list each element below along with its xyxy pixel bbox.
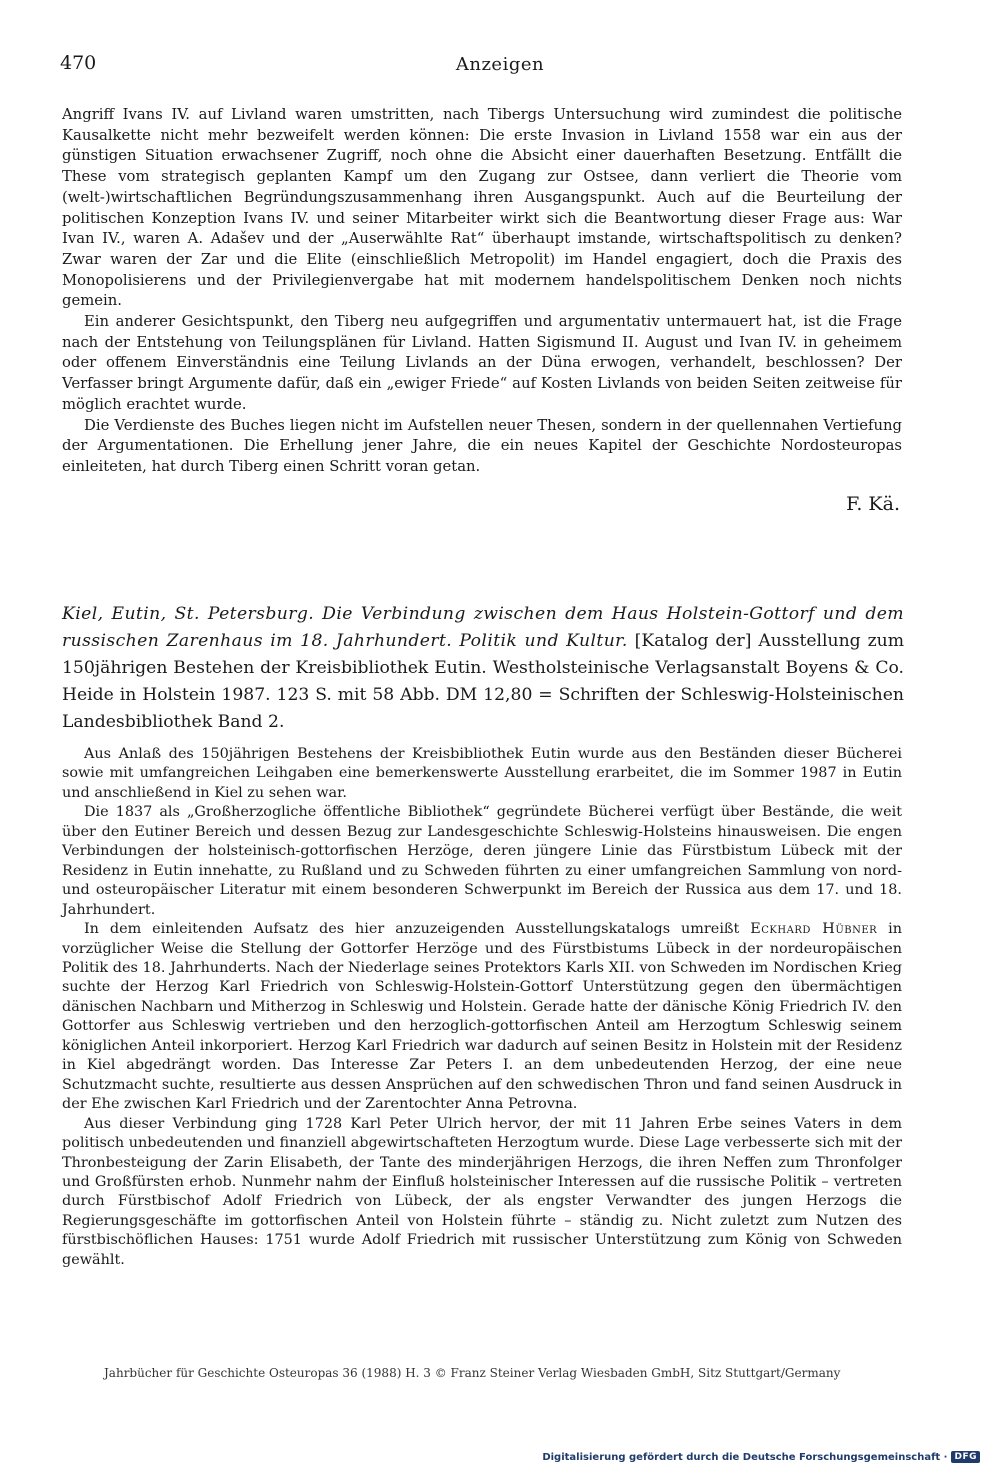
review-continuation [62, 105, 902, 478]
review2-text: in vorzüglicher Weise die Stellung der Gottorfer Herzöge und des Fürstbistums Lübeck in der nordeuropäischen Politik des 18. Jahrhunderts. Nach der Niederlage seines Protektors Karls XII. von Schweden im Nordischen Krieg suchte der Herzog Karl Friedrich von Schleswig-Holstein-Gottorf Unterstützung gegen den übermächtigen dänischen Nachbarn und Mitherzog in Schleswig und Holstein. Gerade hatte der dänische König Friedrich IV. den Gottorfer aus Schleswig vertrieben und den herzoglich-gottorfischen Anteil am Herzogtum Schleswig seinem königlichen Anteil inkorporiert. Herzog Karl Friedrich war dadurch auf seinen Besitz in Holstein mit der Residenz in Kiel abgedrängt worden. Das Interesse Zar Peters I. an dem unbedeutenden Herzog, der eine neue Schutzmacht suchte, resultierte aus dessen Ansprüchen auf den schwedischen Thron und fand seinen Ausdruck in der Ehe zwischen Karl Friedrich und der Zarentochter Anna Petrovna. [62, 921, 902, 1113]
review-body [62, 745, 902, 1270]
book-bibliographic-details: [Katalog der] Ausstellung zum 150jährigen Bestehen der Kreisbibliothek Eutin. Westholsteinische Verlagsanstalt Boyens & Co. Heide in Holstein 1987. 123 S. mit 58 Abb. DM 12,80 = Schriften der Schleswig-Holsteinischen Landesbibliothek Band 2. [62, 631, 904, 732]
author-name: Eckhard Hübner [750, 921, 878, 938]
review1-paragraph: Angriff Ivans IV. auf Livland waren umstritten, nach Tibergs Untersuchung wird zumindest die politische Kausalkette nicht mehr bezweifelt werden können: Die erste Invasion in Livland 1558 war ein aus der günstigen Situation erwachsener Zugriff, noch ohne die Absicht einer dauerhaften Besetzung. Entfällt die These vom strategisch geplanten Kampf um den Zugang zur Ostsee, dann verliert die Theorie vom (welt-)wirtschaftlichen Begründungszusammenhang ihren Ausgangspunkt. Auch auf die Beurteilung der politischen Konzeption Ivans IV. und seiner Mitarbeiter wirkt sich die Beantwortung dieser Frage aus: War Ivan IV., waren A. Adašev und der „Auserwählte Rat“ überhaupt imstande, wirtschaftspolitisch zu denken? Zwar waren der Zar und die Elite (einschließlich Metropolit) im Handel engagiert, doch die Praxis des Monopolisierens und der Privilegienvergabe hat mit modernem handelspolitischem Denken noch nichts gemein. [62, 106, 902, 310]
review2-paragraph [62, 920, 902, 1115]
dfg-logo-icon: DFG [951, 1451, 980, 1463]
digitization-credit-text: Digitalisierung gefördert durch die Deutsche Forschungsgemeinschaft · [542, 1451, 948, 1463]
book-title: Kiel, Eutin, St. Petersburg. Die Verbindung zwischen dem Haus Holstein-Gottorf und dem russischen Zarenhaus im 18. Jahrhundert. Politik und Kultur. [62, 604, 904, 651]
review1-paragraph: Die Verdienste des Buches liegen nicht im Aufstellen neuer Thesen, sondern in der quellennahen Vertiefung der Argumentationen. Die Erhellung jener Jahre, die ein neues Kapitel der Geschichte Nordosteuropas einleiteten, hat durch Tiberg einen Schritt voran getan. [62, 416, 902, 475]
review2-paragraph: Aus dieser Verbindung ging 1728 Karl Peter Ulrich hervor, der mit 11 Jahren Erbe seines Vaters in dem politisch unbedeutenden und finanziell abgewirtschafteten Herzogtum wurde. Diese Lage verbesserte sich mit der Thronbesteigung der Zarin Elisabeth, der Tante des minderjährigen Herzogs, die ihren Neffen zum Thronfolger und Großfürsten erhob. Nunmehr nahm der Einfluß holsteinischer Interessen auf die russische Politik – vertreten durch Fürstbischof Adolf Friedrich von Lübeck, der als engster Verwandter des jungen Herzogs die Regierungsgeschäfte im gottorfischen Anteil von Holstein führte – ständig zu. Nicht zuletzt zum Nutzen des fürstbischöflichen Hauses: 1751 wurde Adolf Friedrich mit russischer Unterstützung zum König von Schweden gewählt. [62, 1115, 902, 1268]
running-head: Anzeigen [455, 54, 545, 75]
review2-paragraph: Aus Anlaß des 150jährigen Bestehens der Kreisbibliothek Eutin wurde aus den Beständen dieser Bücherei sowie mit umfangreichen Leihgaben eine bemerkenswerte Ausstellung erarbeitet, die im Sommer 1987 in Eutin und anschließend in Kiel zu sehen war. [62, 746, 902, 801]
digitization-credit [542, 1451, 980, 1463]
review2-text: In dem einleitenden Aufsatz des hier anzuzeigenden Ausstellungskatalogs umreißt [84, 921, 751, 938]
book-entry-header [62, 601, 904, 736]
page-number: 470 [60, 52, 97, 74]
reviewer-signature: F. Kä. [846, 493, 900, 515]
review1-paragraph: Ein anderer Gesichtspunkt, den Tiberg neu aufgegriffen und argumentativ untermauert hat, ist die Frage nach der Entstehung von Teilungsplänen für Livland. Hatten Sigismund II. August und Ivan IV. in geheimem oder offenem Einverständnis eine Teilung Livlands an der Düna erwogen, verhandelt, beschlossen? Der Verfasser bringt Argumente dafür, daß ein „ewiger Friede“ auf Kosten Livlands von beiden Seiten zeitweise für möglich erachtet wurde. [62, 313, 902, 413]
journal-footer: Jahrbücher für Geschichte Osteuropas 36 (1988) H. 3 © Franz Steiner Verlag Wiesbaden GmbH, Sitz Stuttgart/Germany [104, 1366, 841, 1380]
review2-paragraph: Die 1837 als „Großherzogliche öffentliche Bibliothek“ gegründete Bücherei verfügt über Bestände, die weit über den Eutiner Bereich und dessen Bezug zur Landesgeschichte Schleswig-Holsteins hinausweisen. Die engen Verbindungen der holsteinisch-gottorfischen Herzöge, deren jüngere Linie das Fürstbistum Lübeck mit der Residenz in Eutin innehatte, zu Rußland und zu Schweden führten zu einer umfangreichen Sammlung von nord- und osteuropäischer Literatur mit einem besonderen Schwerpunkt im Bereich der Russica aus dem 17. und 18. Jahrhundert. [62, 804, 902, 918]
